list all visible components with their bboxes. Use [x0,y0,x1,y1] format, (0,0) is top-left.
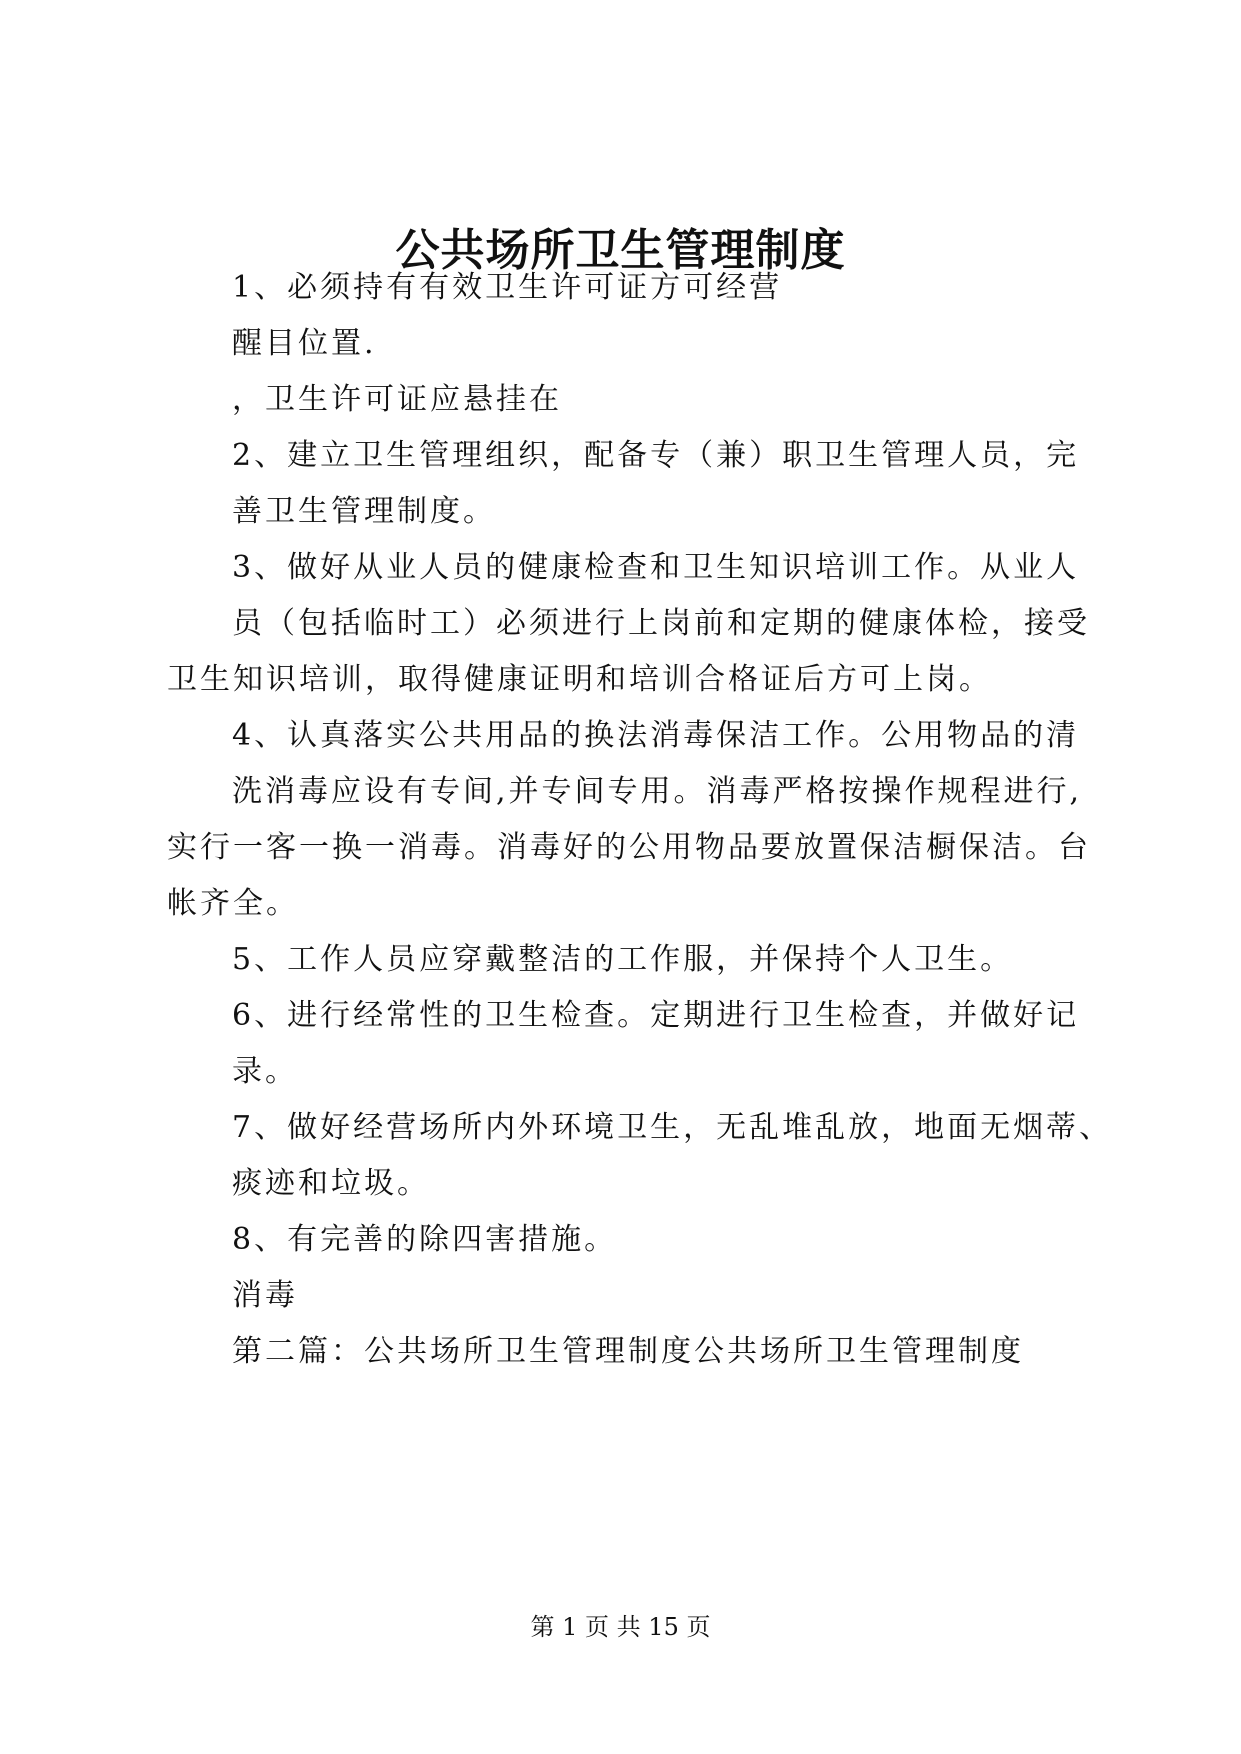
paragraph-line: 卫生知识培训，取得健康证明和培训合格证后方可上岗。 [167,662,992,697]
paragraph-line: 员（包括临时工）必须进行上岗前和定期的健康体检，接受 [232,606,1090,641]
paragraph-line: 1、必须持有有效卫生许可证方可经营 [232,270,783,305]
paragraph-line: 洗消毒应设有专间,并专间专用。消毒严格按操作规程进行, [232,774,1083,809]
paragraph-line: 5、工作人员应穿戴整洁的工作服，并保持个人卫生。 [232,942,1014,977]
paragraph-line: 第二篇：公共场所卫生管理制度公共场所卫生管理制度 [232,1334,1024,1369]
paragraph-line: ，卫生许可证应悬挂在 [232,382,562,417]
paragraph-line: 4、认真落实公共用品的换法消毒保洁工作。公用物品的清 [232,718,1080,753]
paragraph-line: 消毒 [232,1278,298,1313]
paragraph-line: 2、建立卫生管理组织，配备专（兼）职卫生管理人员，完 [232,438,1080,473]
page-footer: 第 1 页 共 15 页 [530,1613,711,1641]
paragraph-line: 8、有完善的除四害措施。 [232,1222,618,1257]
paragraph-line: 帐齐全。 [167,886,299,921]
paragraph-line: 痰迹和垃圾。 [232,1166,430,1201]
paragraph-line: 善卫生管理制度。 [232,494,496,529]
paragraph-line: 录。 [232,1054,298,1089]
document-title: 公共场所卫生管理制度 [395,225,846,276]
paragraph-line: 实行一客一换一消毒。消毒好的公用物品要放置保洁橱保洁。台 [167,830,1091,865]
paragraph-line: 3、做好从业人员的健康检查和卫生知识培训工作。从业人 [232,550,1080,585]
paragraph-line: 醒目位置. [232,326,377,361]
paragraph-line: 6、进行经常性的卫生检查。定期进行卫生检查，并做好记 [232,998,1080,1033]
paragraph-line: 7、做好经营场所内外环境卫生，无乱堆乱放，地面无烟蒂、 [232,1110,1113,1145]
